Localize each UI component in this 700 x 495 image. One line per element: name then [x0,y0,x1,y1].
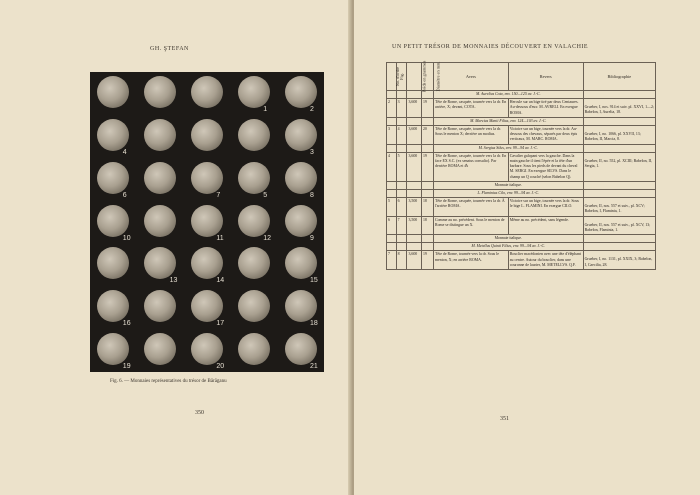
coin-image [285,205,317,237]
coin-image [191,119,223,151]
cell-avers: Comme au no. précédent. Sous le menton de Rome se distingue un X. [434,216,509,234]
coin-image [191,76,223,108]
moneyer-heading: M. Marcius Manii Filius, env. 124—103 av. J.-C. [434,117,584,125]
cell-diam: 18 [421,198,433,216]
table-row [387,216,656,234]
coin-image [238,247,270,279]
cell-avers: Tête de Rome, casquée, tournée vers la dr. En arrière, X; devant, COTA. [434,99,509,118]
coin-image [238,333,270,365]
cell-fig: 6 [396,198,407,216]
table-row [387,117,656,125]
col-revers: Revers [508,63,583,91]
catalogue-body [387,91,656,270]
coin-image [191,333,223,365]
cell-fig: 4 [396,126,407,145]
moneyer-heading: M. Metellus Quinti Filius, env. 99—94 av. J.-C. [434,243,584,251]
page-number-right: 351 [500,416,509,422]
coin-number: 20 [216,363,225,371]
coin-image [97,333,129,365]
coin-image [191,247,223,279]
coin-number: 12 [263,234,271,242]
cell-avers: Tête de Rome, casquée, tournée vers la dr. Sous le menton X; derrière un modius. [434,126,509,145]
coin-image [144,247,176,279]
cell-avers: Tête de Rome, tournée vers la dr. Sous le menton, X; en arrière ROMA. [434,251,509,270]
coin-image [285,247,317,279]
table-row [387,251,656,270]
coin-number: 5 [263,191,268,199]
coin-image [97,119,129,151]
cell-diam: 19 [421,251,433,270]
cell-revers: Victoire sur un bige, tournée vers la dr. Au-dessous des chevaux, séparés par deux épis verticaux, M. MARC. ROMA. [508,126,583,145]
coin-number: 8 [310,191,314,199]
cell-biblio: Grueber, I, no. 1131, pl. XXIX, 3; Babelon, I, Caecilia, 28. [583,251,655,270]
table-row [387,243,656,251]
cell-no: 3 [387,126,397,145]
coin-number: 2 [310,106,314,113]
coin-image [238,290,270,322]
monnaie-italique-note: Monnaie italique. [434,235,584,243]
cell-no: 4 [387,152,397,181]
cell-poids: 3,500 [407,198,421,216]
cell-biblio: Grueber, II, no. 552, pl. XCIII; Babelon, II, Sergia, 1. [583,152,655,181]
coin-image [191,290,223,322]
cell-fig: 8 [396,251,407,270]
table-row [387,91,656,99]
table-row [387,235,656,243]
coin-plate [90,72,324,372]
coin-number: 10 [122,234,131,242]
cell-revers: Bouclier macédonien avec une tête d'éléphant au centre. Autour du bouclier, dans une couronne de laurier, M. METELLVS. Q.F. [508,251,583,270]
coin-number: 14 [216,277,225,285]
coin-number: 9 [310,234,314,242]
cell-no: 7 [387,251,397,270]
coin-number: 19 [122,363,131,371]
col-diam: Diamètre en mm. [421,63,433,91]
cell-avers: Tête de Rome, casquée, tournée vers la dr. En face EX S.C. (ex senatus consulto). Par derrière ROMA et ⁂ [434,152,509,181]
coin-number: 1 [263,106,268,113]
monnaie-italique-note: Monnaie italique. [434,181,584,189]
coin-number: 15 [310,277,318,285]
moneyer-heading: L. Flaminius Cilo, env. 99—94 av. J.-C. [434,190,584,198]
coin-image [144,162,176,194]
running-head-right: UN PETIT TRÉSOR DE MONNAIES DÉCOUVERT EN VALACHIE [392,44,589,50]
running-head-left: GH. ŞTEFAN [150,46,189,52]
cell-no: 2 [387,99,397,118]
coin-image [144,76,176,108]
coin-image [191,205,223,237]
coin-number: 11 [216,234,224,242]
cell-no: 6 [387,216,397,234]
cell-fig: 7 [396,216,407,234]
coin-image [97,205,129,237]
table-row [387,99,656,118]
coin-number: 7 [216,191,221,199]
page-number-left: 350 [195,410,204,416]
cell-revers: Cavalier galopant vers la gauche. Dans la main gauche il tient l'épée et la tête d'un barbare. Sous les pieds de devant du cheval M. SERGI. En exergue SILVS. Dans le champ un Q couché (selon Babelon Q). [508,152,583,181]
coin-number: 3 [310,148,314,156]
cell-avers: Tête de Rome, casquée, tournée vers la dr. À l'arrière ROMA. [434,198,509,216]
cell-diam: 19 [421,152,433,181]
coin-image [238,76,270,108]
coin-image [191,162,223,194]
coin-image [285,119,317,151]
cell-diam: 18 [421,216,433,234]
table-row [387,152,656,181]
col-biblio: Bibliographie [583,63,655,91]
table-row [387,144,656,152]
cell-revers: Même au no. précédent, sans légende. [508,216,583,234]
coin-number: 16 [122,320,131,328]
col-no: No. d'ordre [387,63,397,91]
coin-image [238,205,270,237]
cell-poids: 3,600 [407,126,421,145]
cell-poids: 3,600 [407,99,421,118]
cell-biblio: Grueber, II, nos. 557 et suiv., pl. XCV, 13; Babelon, Flaminia, 1. [583,216,655,234]
col-avers: Avers [434,63,509,91]
cell-diam: 19 [421,99,433,118]
moneyer-heading: M. Aurelius Cota, env. 150—125 av. J.-C. [434,91,584,99]
cell-diam: 20 [421,126,433,145]
coin-image [285,76,317,108]
cell-revers: Victoire sur un bige, tournée vers la dr. Sous le bige L. FLAMINI. En exergue CILO. [508,198,583,216]
coin-number: 17 [216,320,225,328]
coin-number: 21 [310,363,318,371]
cell-revers: Hercule sur un bige tiré par deux Centaures. Au-dessous d'eux: M. AVRELI. En exergue ROMA. [508,99,583,118]
coin-image [285,290,317,322]
coin-image [144,333,176,365]
coin-image [97,76,129,108]
table-row [387,190,656,198]
cell-no: 5 [387,198,397,216]
cell-poids: 3,600 [407,152,421,181]
coin-image [238,162,270,194]
coin-image [285,162,317,194]
table-row [387,198,656,216]
cell-poids: 3,600 [407,251,421,270]
table-row [387,126,656,145]
col-poids: Poids en grammes [407,63,421,91]
coin-image [144,290,176,322]
coin-number: 18 [310,320,318,328]
coin-number: 6 [122,191,127,199]
table-row [387,181,656,189]
coin-image [97,247,129,279]
cell-biblio: Grueber, I, no. 1066, pl. XXVII, 13; Babelon, II, Marcia, 8. [583,126,655,145]
col-fig: Fig. [396,63,407,91]
cell-poids: 3,500 [407,216,421,234]
coin-image [144,205,176,237]
cell-fig: 3 [396,99,407,118]
coin-number: 4 [122,148,127,156]
catalogue-table [386,62,656,270]
moneyer-heading: M. Sergius Silus, env. 99—94 av. J.-C. [434,144,584,152]
coin-image [285,333,317,365]
plate-caption: Fig. 6. — Monnaies représentatives du trésor de Bărăganu [110,379,227,384]
coin-image [144,119,176,151]
coin-number: 13 [169,277,178,285]
cell-biblio: Grueber, I, nos. 914 et suiv. pl. XXVI, 1—2; Babelon, I, Aurelia, 18. [583,99,655,118]
coin-image [97,162,129,194]
coin-image [238,119,270,151]
cell-fig: 5 [396,152,407,181]
coin-image [97,290,129,322]
cell-biblio: Grueber, II, nos. 557 et suiv., pl. XCV; Babelon, I, Flaminia, 1. [583,198,655,216]
